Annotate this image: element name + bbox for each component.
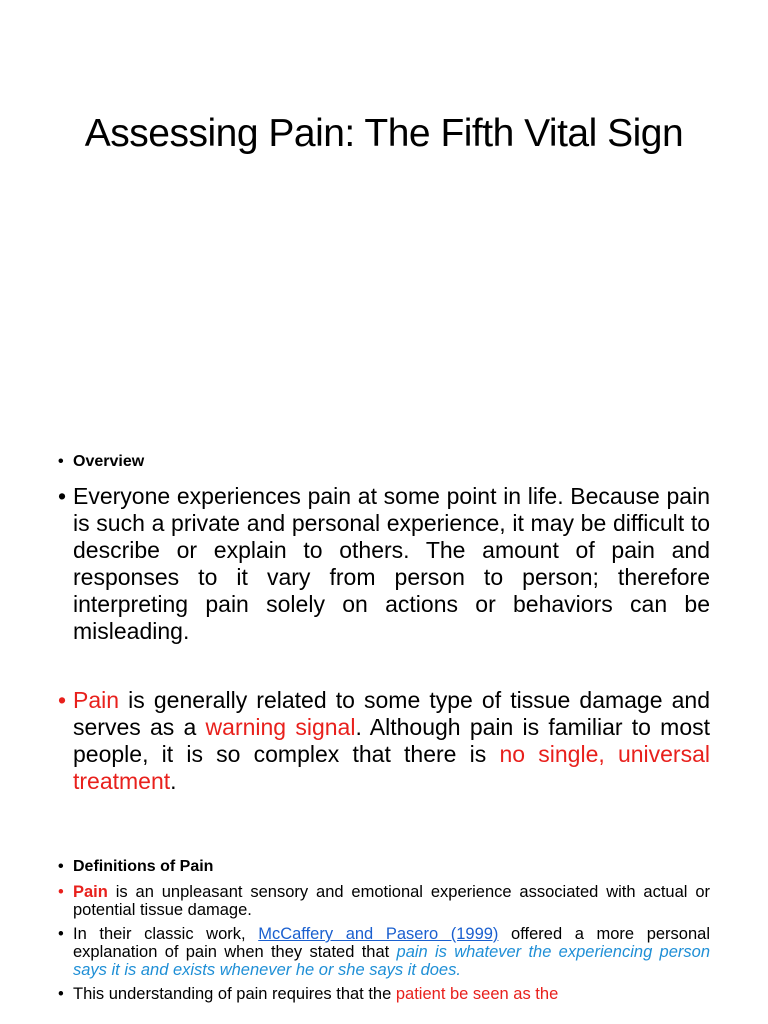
definition-2-quote: pain is whatever the experiencing person says it is and exists whenever he or she says it does.: [73, 943, 710, 979]
definition-1-text: is an unpleasant sensory and emotional experience associated with actual or potential tissue damage.: [73, 883, 710, 919]
definition-1: [73, 883, 710, 919]
bullet-list: [58, 452, 710, 1003]
definitions-heading-item: [58, 857, 710, 876]
mccaffery-pasero-link[interactable]: McCaffery and Pasero (1999): [258, 925, 499, 943]
pain-paragraph: [73, 687, 710, 795]
definition-3: [73, 985, 710, 1003]
definition-3-item: [58, 985, 710, 1003]
bullet-dot: •: [58, 985, 64, 1003]
definitions-heading: Definitions of Pain: [73, 858, 214, 875]
bullet-dot: •: [58, 925, 64, 943]
no-single-treatment-text: no single, universal treatment: [73, 741, 710, 794]
definition-1-term: Pain: [73, 883, 108, 901]
pain-text-3: .: [170, 768, 177, 794]
bullet-dot: •: [58, 453, 64, 470]
definition-2-pre: In their classic work,: [73, 925, 259, 943]
definition-2: [73, 925, 710, 979]
overview-heading-item: [58, 452, 710, 471]
overview-heading: Overview: [73, 453, 145, 470]
bullet-dot: •: [58, 687, 67, 713]
pain-term: Pain: [73, 687, 120, 713]
definition-2-mid: offered a more personal explanation of pain when they stated that: [73, 925, 710, 961]
warning-signal-text: warning signal: [205, 714, 356, 740]
definition-3-pre: This understanding of pain requires that the: [73, 985, 396, 1003]
pain-text-2: . Although pain is familiar to most people, it is so complex that there is: [73, 714, 711, 767]
definition-3-red: patient be seen as the: [395, 985, 559, 1003]
bullet-dot: •: [58, 483, 67, 509]
overview-paragraph: Everyone experiences pain at some point in life. Because pain is such a private and personal experience, it may be difficult to describe or explain to others. The amount of pain and responses to it vary from person to person; therefore interpreting pain solely on actions or behaviors can be misleading.: [73, 483, 710, 644]
overview-paragraph-item: [58, 483, 710, 645]
definition-2-item: [58, 925, 710, 979]
pain-text-1: is generally related to some type of tissue damage and serves as a: [73, 687, 710, 740]
definition-1-item: [58, 883, 710, 919]
bullet-dot: •: [58, 883, 64, 901]
bullet-dot: •: [58, 858, 64, 875]
slide-title: Assessing Pain: The Fifth Vital Sign: [84, 112, 684, 155]
pain-paragraph-item: [58, 687, 710, 795]
